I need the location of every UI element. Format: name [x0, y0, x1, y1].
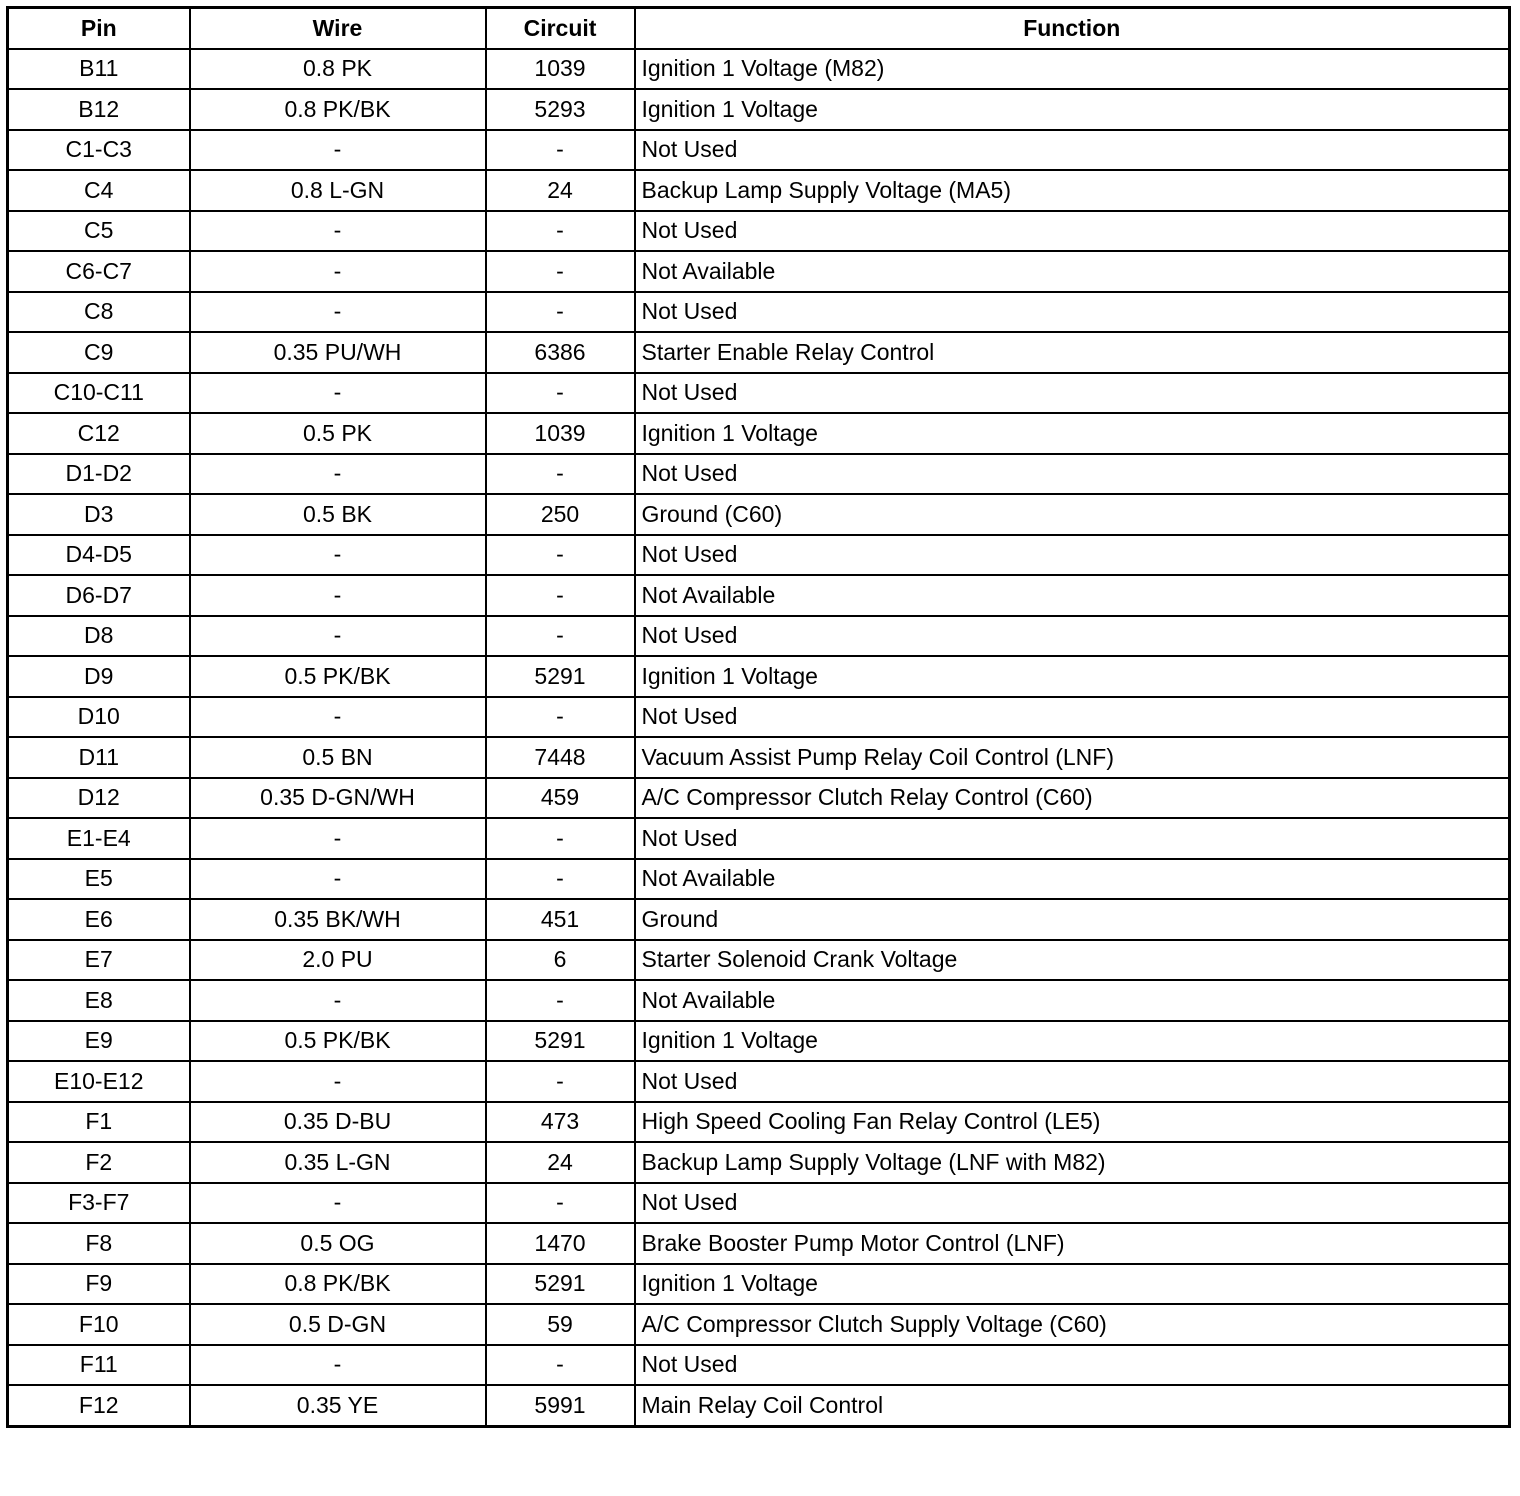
- table-row: [8, 373, 1510, 414]
- wire-cell: -: [190, 535, 486, 576]
- table-row: [8, 1142, 1510, 1183]
- function-cell: Not Used: [635, 373, 1510, 414]
- function-cell: Ignition 1 Voltage: [635, 1021, 1510, 1062]
- table-row: [8, 535, 1510, 576]
- function-cell: Vacuum Assist Pump Relay Coil Control (LNF): [635, 737, 1510, 778]
- function-cell: Not Used: [635, 535, 1510, 576]
- circuit-cell: 6: [486, 940, 635, 981]
- table-row: [8, 616, 1510, 657]
- circuit-cell: 1470: [486, 1223, 635, 1264]
- table-row: [8, 859, 1510, 900]
- circuit-cell: -: [486, 251, 635, 292]
- wire-cell: 0.5 BK: [190, 494, 486, 535]
- wire-cell: -: [190, 818, 486, 859]
- circuit-cell: -: [486, 697, 635, 738]
- wire-cell: -: [190, 1061, 486, 1102]
- table-row: [8, 1345, 1510, 1386]
- pin-cell: D6-D7: [8, 575, 190, 616]
- pin-cell: C12: [8, 413, 190, 454]
- header-circuit: Circuit: [486, 8, 635, 49]
- function-cell: A/C Compressor Clutch Relay Control (C60): [635, 778, 1510, 819]
- table-header: [8, 8, 1510, 49]
- circuit-cell: -: [486, 616, 635, 657]
- wire-cell: -: [190, 454, 486, 495]
- pin-cell: F10: [8, 1304, 190, 1345]
- circuit-cell: 459: [486, 778, 635, 819]
- wire-cell: 0.35 D-BU: [190, 1102, 486, 1143]
- function-cell: Starter Solenoid Crank Voltage: [635, 940, 1510, 981]
- pin-cell: C9: [8, 332, 190, 373]
- wire-cell: -: [190, 130, 486, 171]
- table-row: [8, 211, 1510, 252]
- wire-cell: -: [190, 373, 486, 414]
- function-cell: Ignition 1 Voltage: [635, 89, 1510, 130]
- table-row: [8, 899, 1510, 940]
- table-row: [8, 130, 1510, 171]
- table-row: [8, 332, 1510, 373]
- table-row: [8, 413, 1510, 454]
- wire-cell: -: [190, 1345, 486, 1386]
- table-row: [8, 454, 1510, 495]
- circuit-cell: 473: [486, 1102, 635, 1143]
- function-cell: Not Used: [635, 211, 1510, 252]
- table-row: [8, 1102, 1510, 1143]
- table-row: [8, 980, 1510, 1021]
- wire-cell: -: [190, 575, 486, 616]
- function-cell: Ground: [635, 899, 1510, 940]
- function-cell: Not Used: [635, 697, 1510, 738]
- circuit-cell: 5291: [486, 656, 635, 697]
- circuit-cell: 5291: [486, 1264, 635, 1305]
- wire-cell: -: [190, 697, 486, 738]
- function-cell: Brake Booster Pump Motor Control (LNF): [635, 1223, 1510, 1264]
- table-row: [8, 1183, 1510, 1224]
- wire-cell: -: [190, 292, 486, 333]
- table-row: [8, 1304, 1510, 1345]
- circuit-cell: 1039: [486, 413, 635, 454]
- function-cell: Not Used: [635, 130, 1510, 171]
- function-cell: Ignition 1 Voltage: [635, 1264, 1510, 1305]
- pin-cell: D9: [8, 656, 190, 697]
- table-row: [8, 737, 1510, 778]
- pin-cell: E1-E4: [8, 818, 190, 859]
- circuit-cell: -: [486, 818, 635, 859]
- table-row: [8, 292, 1510, 333]
- circuit-cell: -: [486, 1345, 635, 1386]
- circuit-cell: 6386: [486, 332, 635, 373]
- circuit-cell: 59: [486, 1304, 635, 1345]
- pin-cell: E8: [8, 980, 190, 1021]
- function-cell: Not Available: [635, 575, 1510, 616]
- wire-cell: 0.35 PU/WH: [190, 332, 486, 373]
- pin-cell: D4-D5: [8, 535, 190, 576]
- pin-cell: F11: [8, 1345, 190, 1386]
- function-cell: Not Available: [635, 251, 1510, 292]
- pin-cell: F1: [8, 1102, 190, 1143]
- pin-cell: B12: [8, 89, 190, 130]
- function-cell: Ignition 1 Voltage: [635, 413, 1510, 454]
- table-row: [8, 818, 1510, 859]
- circuit-cell: 5293: [486, 89, 635, 130]
- pin-cell: C5: [8, 211, 190, 252]
- circuit-cell: 7448: [486, 737, 635, 778]
- function-cell: Not Used: [635, 1345, 1510, 1386]
- table-row: [8, 89, 1510, 130]
- table-row: [8, 251, 1510, 292]
- table-row: [8, 49, 1510, 90]
- function-cell: Backup Lamp Supply Voltage (MA5): [635, 170, 1510, 211]
- function-cell: Not Available: [635, 859, 1510, 900]
- circuit-cell: -: [486, 1061, 635, 1102]
- pin-cell: D3: [8, 494, 190, 535]
- circuit-cell: -: [486, 980, 635, 1021]
- function-cell: Main Relay Coil Control: [635, 1385, 1510, 1426]
- pin-cell: B11: [8, 49, 190, 90]
- circuit-cell: 24: [486, 170, 635, 211]
- wire-cell: -: [190, 251, 486, 292]
- wire-cell: 0.5 PK/BK: [190, 656, 486, 697]
- table-row: [8, 1264, 1510, 1305]
- circuit-cell: 250: [486, 494, 635, 535]
- wire-cell: 0.8 PK/BK: [190, 89, 486, 130]
- pin-cell: D12: [8, 778, 190, 819]
- circuit-cell: 24: [486, 1142, 635, 1183]
- function-cell: Starter Enable Relay Control: [635, 332, 1510, 373]
- pin-cell: D10: [8, 697, 190, 738]
- pin-cell: E7: [8, 940, 190, 981]
- circuit-cell: 5291: [486, 1021, 635, 1062]
- pin-cell: F2: [8, 1142, 190, 1183]
- circuit-cell: -: [486, 859, 635, 900]
- function-cell: A/C Compressor Clutch Supply Voltage (C60): [635, 1304, 1510, 1345]
- function-cell: Ground (C60): [635, 494, 1510, 535]
- pin-cell: E5: [8, 859, 190, 900]
- wire-cell: 0.35 L-GN: [190, 1142, 486, 1183]
- header-wire: Wire: [190, 8, 486, 49]
- function-cell: Not Used: [635, 818, 1510, 859]
- pin-cell: C1-C3: [8, 130, 190, 171]
- pin-cell: F8: [8, 1223, 190, 1264]
- function-cell: Not Available: [635, 980, 1510, 1021]
- function-cell: Ignition 1 Voltage (M82): [635, 49, 1510, 90]
- wire-cell: 0.5 PK: [190, 413, 486, 454]
- function-cell: Not Used: [635, 292, 1510, 333]
- wire-cell: 0.35 BK/WH: [190, 899, 486, 940]
- wire-cell: -: [190, 980, 486, 1021]
- pin-cell: F9: [8, 1264, 190, 1305]
- table-row: [8, 1223, 1510, 1264]
- wire-cell: -: [190, 859, 486, 900]
- header-function: Function: [635, 8, 1510, 49]
- header-pin: Pin: [8, 8, 190, 49]
- wire-cell: 0.5 BN: [190, 737, 486, 778]
- table-row: [8, 1061, 1510, 1102]
- function-cell: Backup Lamp Supply Voltage (LNF with M82): [635, 1142, 1510, 1183]
- pin-cell: E6: [8, 899, 190, 940]
- function-cell: Not Used: [635, 454, 1510, 495]
- table-body: [8, 49, 1510, 1427]
- circuit-cell: -: [486, 373, 635, 414]
- function-cell: Not Used: [635, 1061, 1510, 1102]
- table-row: [8, 697, 1510, 738]
- pin-cell: C4: [8, 170, 190, 211]
- wire-cell: 0.35 YE: [190, 1385, 486, 1426]
- pin-cell: E10-E12: [8, 1061, 190, 1102]
- circuit-cell: -: [486, 130, 635, 171]
- circuit-cell: 5991: [486, 1385, 635, 1426]
- wire-cell: 0.35 D-GN/WH: [190, 778, 486, 819]
- function-cell: Ignition 1 Voltage: [635, 656, 1510, 697]
- table-row: [8, 1021, 1510, 1062]
- wire-cell: 0.5 OG: [190, 1223, 486, 1264]
- circuit-cell: 451: [486, 899, 635, 940]
- circuit-cell: -: [486, 535, 635, 576]
- pin-cell: C6-C7: [8, 251, 190, 292]
- function-cell: High Speed Cooling Fan Relay Control (LE5): [635, 1102, 1510, 1143]
- pin-cell: D11: [8, 737, 190, 778]
- table-row: [8, 170, 1510, 211]
- pin-cell: D1-D2: [8, 454, 190, 495]
- circuit-cell: -: [486, 575, 635, 616]
- pin-cell: F12: [8, 1385, 190, 1426]
- function-cell: Not Used: [635, 1183, 1510, 1224]
- header-row: [8, 8, 1510, 49]
- table-row: [8, 1385, 1510, 1426]
- pin-cell: C10-C11: [8, 373, 190, 414]
- pin-cell: D8: [8, 616, 190, 657]
- wire-cell: 0.8 L-GN: [190, 170, 486, 211]
- circuit-cell: 1039: [486, 49, 635, 90]
- circuit-cell: -: [486, 292, 635, 333]
- wire-cell: 0.5 D-GN: [190, 1304, 486, 1345]
- wire-cell: -: [190, 616, 486, 657]
- wire-cell: -: [190, 1183, 486, 1224]
- wire-cell: 2.0 PU: [190, 940, 486, 981]
- table-row: [8, 494, 1510, 535]
- pin-cell: F3-F7: [8, 1183, 190, 1224]
- wire-cell: -: [190, 211, 486, 252]
- pin-cell: C8: [8, 292, 190, 333]
- wire-cell: 0.5 PK/BK: [190, 1021, 486, 1062]
- table-row: [8, 575, 1510, 616]
- table-row: [8, 778, 1510, 819]
- connector-pinout-table: [6, 6, 1511, 1428]
- wire-cell: 0.8 PK: [190, 49, 486, 90]
- wire-cell: 0.8 PK/BK: [190, 1264, 486, 1305]
- pin-cell: E9: [8, 1021, 190, 1062]
- circuit-cell: -: [486, 1183, 635, 1224]
- table-row: [8, 940, 1510, 981]
- circuit-cell: -: [486, 454, 635, 495]
- function-cell: Not Used: [635, 616, 1510, 657]
- table-row: [8, 656, 1510, 697]
- circuit-cell: -: [486, 211, 635, 252]
